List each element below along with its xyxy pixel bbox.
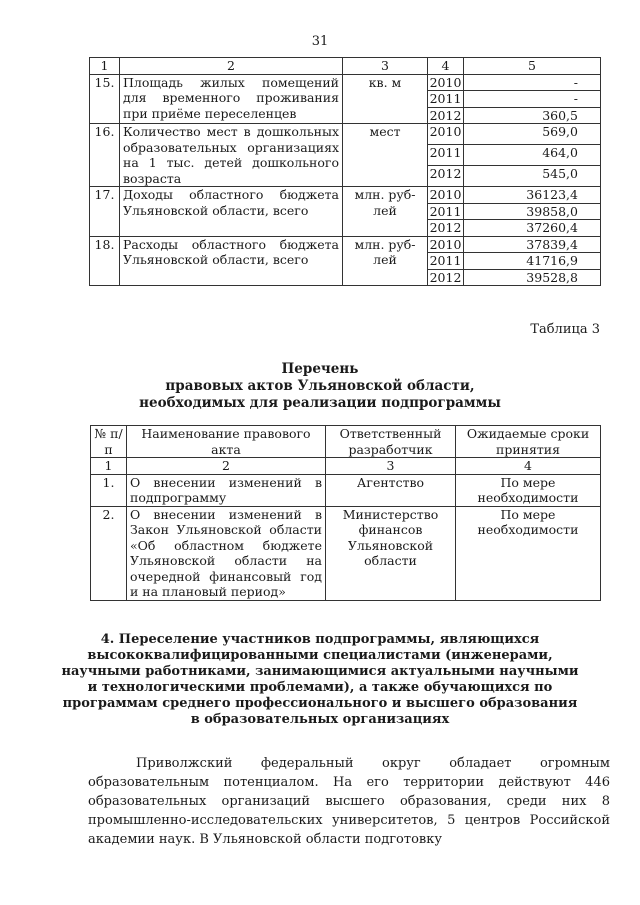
- table-title: [0, 361, 640, 412]
- indicator-name: Расходы областного бюджета Ульяновской области, всего: [120, 236, 343, 286]
- indicator-name: Доходы областного бюджета Ульяновской области, всего: [120, 187, 343, 237]
- title-line: Перечень: [281, 361, 359, 377]
- value: 39528,8: [464, 269, 601, 286]
- value: 37260,4: [464, 220, 601, 237]
- table-row: [90, 124, 601, 145]
- year: 2010: [428, 74, 464, 91]
- year: 2010: [428, 236, 464, 253]
- unit: млн. руб-лей: [343, 187, 428, 237]
- title-line: необходимых для реализации подпрограммы: [139, 395, 501, 411]
- col-number: 1: [90, 58, 120, 75]
- col-number: 3: [326, 458, 456, 475]
- col-number: 3: [343, 58, 428, 75]
- row-num: 18.: [90, 236, 120, 286]
- col-number: 1: [91, 458, 127, 475]
- col-number: 4: [428, 58, 464, 75]
- table-row: [90, 187, 601, 204]
- responsible: Министерство финансов Ульяновской области: [326, 506, 456, 600]
- value: 569,0: [464, 124, 601, 145]
- header-row: [91, 426, 601, 458]
- value: 464,0: [464, 145, 601, 166]
- body-paragraph: Приволжский федеральный округ обладает огромным образовательным потенциалом. На его территории действуют 446 образовательных организаций высшего образования, среди них 8 промышленно-исследовательских университетов, 5 центров Российской академии наук. В Ульяновской области подготовку: [88, 756, 610, 847]
- table-row: [91, 506, 601, 600]
- year: 2010: [428, 187, 464, 204]
- year: 2012: [428, 107, 464, 124]
- year: 2011: [428, 91, 464, 108]
- unit: мест: [343, 124, 428, 187]
- title-line: правовых актов Ульяновской области,: [165, 378, 475, 394]
- year: 2010: [428, 124, 464, 145]
- act-name: О внесении изменений в подпрограмму: [127, 474, 326, 506]
- year: 2012: [428, 220, 464, 237]
- value: 41716,9: [464, 253, 601, 270]
- unit: кв. м: [343, 74, 428, 124]
- unit: млн. руб-лей: [343, 236, 428, 286]
- value: 37839,4: [464, 236, 601, 253]
- table-row: [90, 236, 601, 253]
- indicator-name: Количество мест в дошкольных образовательных организациях на 1 тыс. детей дошкольного возраста: [120, 124, 343, 187]
- header-num: № п/п: [91, 426, 127, 458]
- header-responsible: Ответственный разработчик: [326, 426, 456, 458]
- term: По мере необходимости: [456, 506, 601, 600]
- year: 2011: [428, 253, 464, 270]
- row-num: 15.: [90, 74, 120, 124]
- table-row: [90, 74, 601, 91]
- row-num: 2.: [91, 506, 127, 600]
- row-num: 17.: [90, 187, 120, 237]
- value: 39858,0: [464, 203, 601, 220]
- row-num: 1.: [91, 474, 127, 506]
- header-row: [90, 58, 601, 75]
- table-label: Таблица 3: [530, 322, 600, 337]
- header-name: Наименование правового акта: [127, 426, 326, 458]
- value: 545,0: [464, 166, 601, 187]
- year: 2011: [428, 203, 464, 220]
- term: По мере необходимости: [456, 474, 601, 506]
- responsible: Агентство: [326, 474, 456, 506]
- act-name: О внесении изменений в Закон Ульяновской области «Об областном бюджете Ульяновской области на очередной финансовый год и на плановый период»: [127, 506, 326, 600]
- column-number-row: [91, 458, 601, 475]
- legal-acts-table: [90, 425, 601, 601]
- year: 2012: [428, 269, 464, 286]
- col-number: 5: [464, 58, 601, 75]
- value: 360,5: [464, 107, 601, 124]
- year: 2011: [428, 145, 464, 166]
- col-number: 4: [456, 458, 601, 475]
- indicator-name: Площадь жилых помещений для временного проживания при приёме переселенцев: [120, 74, 343, 124]
- section-heading: 4. Переселение участников подпрограммы, являющихся высококвалифицированными специалистами (инженерами, научными работниками, занимающимися актуальными научными и технологическими проблемами), а также обучающихся по программам среднего профессионального и высшего образования в образовательных организациях: [61, 632, 579, 727]
- year: 2012: [428, 166, 464, 187]
- value: -: [464, 74, 601, 91]
- header-term: Ожидаемые сроки принятия: [456, 426, 601, 458]
- col-number: 2: [127, 458, 326, 475]
- col-number: 2: [120, 58, 343, 75]
- value: 36123,4: [464, 187, 601, 204]
- row-num: 16.: [90, 124, 120, 187]
- page-number: 31: [311, 34, 329, 49]
- indicators-table: [89, 57, 601, 286]
- value: -: [464, 91, 601, 108]
- table-row: [91, 474, 601, 506]
